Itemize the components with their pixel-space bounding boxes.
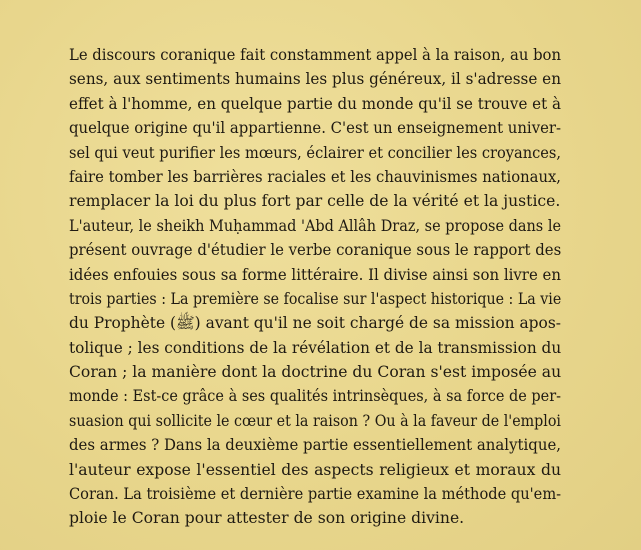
text-line: ploie le Coran pour attester de son origine divine. [69, 509, 465, 528]
text-line: L'auteur, le sheikh Muḥammad 'Abd Allâh Draz, se propose dans le [69, 216, 562, 235]
text-line: des armes ? Dans la deuxième partie essentiellement analytique, [69, 436, 562, 455]
text-line: tolique ; les conditions de la révélation et de la transmission du [69, 338, 562, 357]
text-line: Coran. La troisième et dernière partie examine la méthode qu'em- [69, 485, 562, 504]
text-line: sens, aux sentiments humains les plus généreux, il s'adresse en [69, 70, 562, 89]
text-line: idées enfouies sous sa forme littéraire. Il divise ainsi son livre en [69, 265, 562, 284]
text-line: l'auteur expose l'essentiel des aspects religieux et moraux du [69, 460, 561, 479]
body-text [69, 43, 561, 531]
text-line: remplacer la loi du plus fort par celle de la vérité et la justice. [69, 192, 561, 211]
text-line: sel qui veut purifier les mœurs, éclairer et concilier les croyances, [69, 143, 562, 162]
text-line: suasion qui sollicite le cœur et la raison ? Ou à la faveur de l'emploi [69, 411, 562, 430]
text-line: Coran ; la manière dont la doctrine du Coran s'est imposée au [69, 363, 562, 382]
text-line: effet à l'homme, en quelque partie du monde qu'il se trouve et à [69, 94, 561, 113]
text-line: monde : Est-ce grâce à ses qualités intrinsèques, à sa force de per- [69, 387, 562, 406]
text-line: trois parties : La première se focalise sur l'aspect historique : La vie [69, 289, 562, 308]
text-line: présent ouvrage d'étudier le verbe coranique sous le rapport des [69, 241, 562, 260]
text-line: Le discours coranique fait constamment appel à la raison, au bon [69, 46, 562, 64]
text-line: quelque origine qu'il appartienne. C'est un enseignement univer- [69, 119, 562, 138]
text-line: faire tomber les barrières raciales et les chauvinismes nationaux, [69, 167, 562, 186]
text-line: du Prophète (ﷺ) avant qu'il ne soit chargé de sa mission apos- [69, 314, 561, 333]
